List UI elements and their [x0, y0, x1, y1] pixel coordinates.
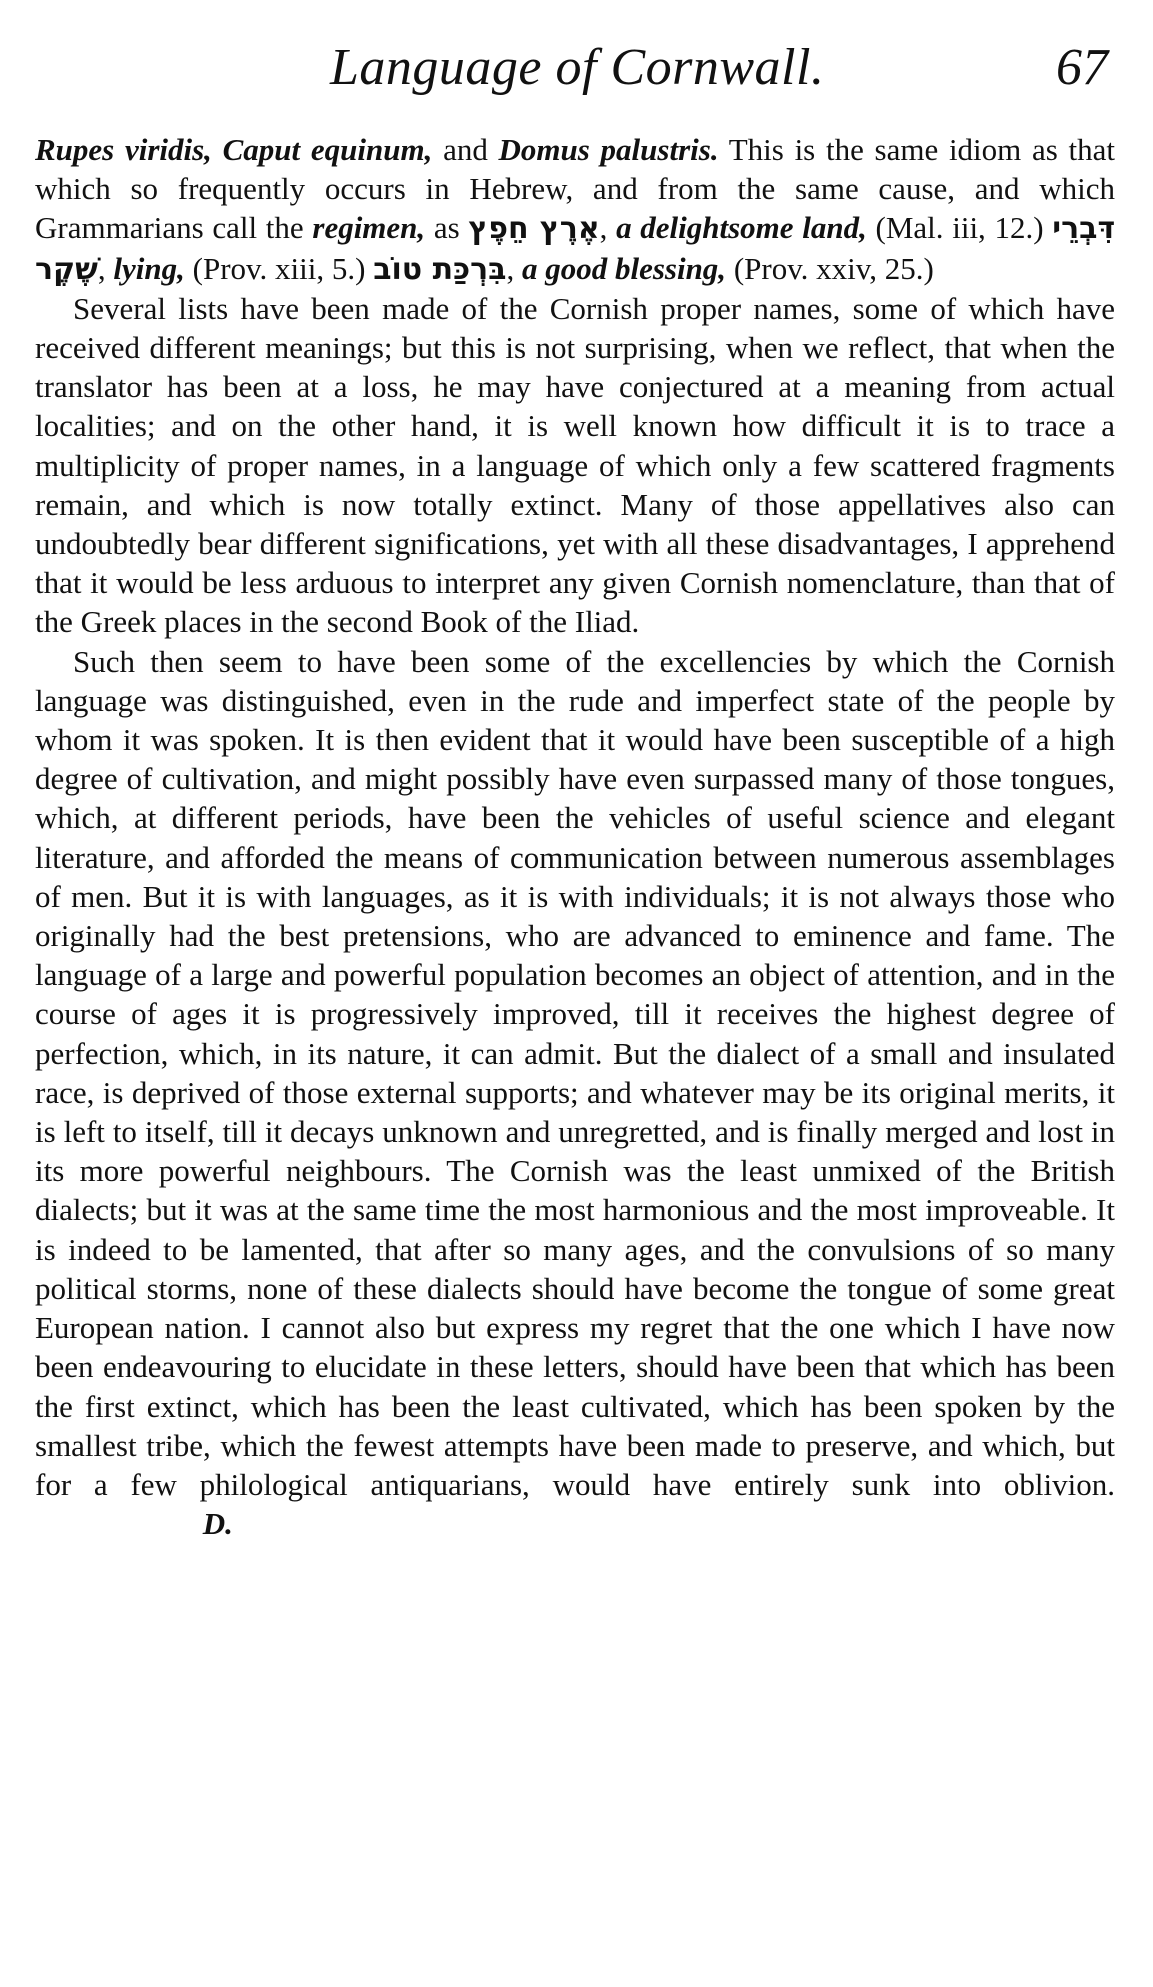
- gloss-1: a delightsome land,: [616, 210, 867, 246]
- gloss-3: a good blessing,: [521, 250, 727, 286]
- hebrew-example-3: בִּרְכַּת טוֹב: [373, 251, 507, 287]
- page-header: [0, 30, 1153, 100]
- reference-2: (Prov. xiii, 5.): [192, 250, 366, 286]
- paragraph-excellencies: [35, 642, 1115, 1544]
- regimen-term: regimen,: [312, 210, 426, 246]
- idiom-explanation: This is the same idiom as that which so frequently occurs in Hebrew, and from the same cause, and which Grammarians call the: [35, 132, 1116, 246]
- latin-name-domus: Domus palustris.: [498, 132, 719, 167]
- page-number: 67: [1056, 39, 1108, 96]
- hebrew-example-2: דִּבְרֵי שֶׁקֶר: [35, 211, 1116, 287]
- gloss-2: lying,: [113, 250, 185, 286]
- excellencies-text: Such then seem to have been some of the excellencies by which the Cornish language was distinguished, even in the rude and imperfect state of the people by whom it was spoken. It is then evident that it would have been susceptible of a high degree of cultivation, and might possibly have even surpassed many of those tongues, which, at different periods, have been the vehicles of useful science and elegant literature, and afforded the means of communication between numerous assemblages of men. But it is with languages, as it is with individuals; it is not always those who originally had the best pretensions, who are advanced to eminence and fame. The language of a large and powerful population becomes an object of attention, and in the course of ages it is progressively improved, till it receives the highest degree of perfection, which, in its nature, it can admit. But the dialect of a small and insulated race, is deprived of those external supports; and whatever may be its original merits, it is left to itself, till it decays unknown and unregretted, and is finally merged and lost in its more powerful neighbours. The Cornish was the least unmixed of the British dialects; but it was at the same time the most harmonious and the most improveable. It is indeed to be lamented, that after so many ages, and the convulsions of so many political storms, none of these dialects should have become the tongue of some great European nation. I cannot also but express my regret that the one which I have now been endeavouring to elucidate in these letters, should have been that which has been the first extinct, which has been the least cultivated, which has been spoken by the smallest tribe, which the fewest attempts have been made to preserve, and which, but for a few philological antiquarians, would have entirely sunk into oblivion.: [35, 643, 1115, 1502]
- reference-3: (Prov. xxiv, 25.): [733, 250, 934, 286]
- author-signature: D.: [202, 1506, 233, 1542]
- reference-1: (Mal. iii, 12.): [875, 210, 1044, 246]
- body-text: [35, 130, 1115, 1543]
- connector-as: as: [433, 210, 460, 246]
- connector-and: and: [443, 132, 488, 167]
- paragraph-proper-names: Several lists have been made of the Cornish proper names, some of which have received different meanings; but this is not surprising, when we reflect, that when the translator has been at a loss, he may have conjectured at a meaning from actual localities; and on the other hand, it is well known how difficult it is to trace a multiplicity of proper names, in a language of which only a few scattered fragments remain, and which is now totally extinct. Many of those appellatives also can undoubtedly bear different significations, yet with all these disadvantages, I apprehend that it would be less arduous to interpret any given Cornish nomenclature, than that of the Greek places in the second Book of the Iliad.: [35, 290, 1115, 640]
- paragraph-hebrew-idiom: Rupes viridis, Caput equinum, and Domus palustris. This is the same idiom as that which so frequently occurs in Hebrew, and from the same cause, and which Grammarians call the regimen, as אֶרֶץ חֵפֶץ, a delightsome land, (Mal. iii, 12.) דִּבְרֵי שֶׁקֶר, lying, (Prov. xiii, 5.) בִּרְכַּת טוֹב, a good blessing, (Prov. xxiv, 25.): [35, 132, 1116, 287]
- latin-names: Rupes viridis, Caput equinum,: [35, 132, 433, 167]
- running-title: Language of Cornwall.: [330, 39, 825, 96]
- hebrew-example-1: אֶרֶץ חֵפֶץ: [468, 211, 600, 247]
